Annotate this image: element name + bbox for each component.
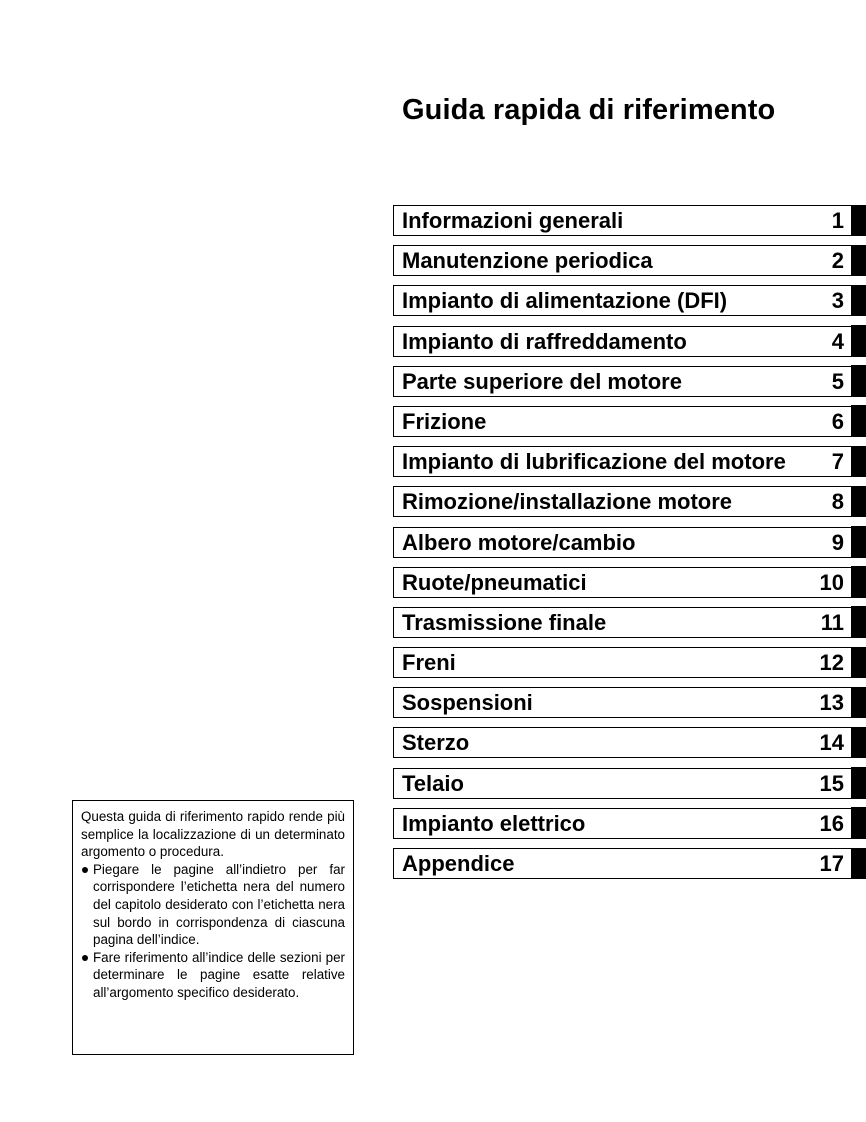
chapter-entry-9[interactable]: [393, 527, 866, 558]
bullet-icon: [82, 867, 88, 873]
chapter-label: Rimozione/installazione motore: [402, 489, 733, 515]
chapter-tab-marker[interactable]: [851, 405, 866, 436]
chapter-tab-marker[interactable]: [851, 807, 866, 838]
chapter-number: 7: [831, 449, 844, 475]
chapter-tab-marker[interactable]: [851, 687, 866, 718]
chapter-label: Ruote/pneumatici: [402, 569, 587, 595]
chapter-entry-5[interactable]: [393, 366, 866, 397]
chapter-label: Appendice: [402, 851, 515, 876]
chapter-entry-11[interactable]: [393, 607, 866, 638]
chapter-label: Impianto di raffreddamento: [402, 328, 687, 354]
chapter-number: 4: [831, 328, 844, 354]
chapter-label: Parte superiore del motore: [402, 368, 682, 394]
chapter-number: 17: [819, 851, 844, 876]
chapter-number: 16: [819, 810, 844, 836]
info-box: [72, 800, 354, 1055]
chapter-tab-marker[interactable]: [851, 365, 866, 396]
chapter-label: Sterzo: [402, 730, 470, 756]
chapter-tab-marker[interactable]: [851, 526, 866, 557]
chapter-number: 13: [819, 690, 844, 716]
chapter-tab-marker[interactable]: [851, 647, 866, 678]
chapter-number: 15: [819, 770, 844, 796]
chapter-entry-3[interactable]: [393, 285, 866, 316]
chapter-entry-10[interactable]: [393, 567, 866, 598]
chapter-tab-marker[interactable]: [851, 446, 866, 477]
chapter-number: 11: [820, 609, 844, 635]
chapter-tab-marker[interactable]: [851, 205, 866, 236]
chapter-number: 1: [831, 208, 844, 233]
chapter-tab-marker[interactable]: [851, 285, 866, 316]
info-bullet: [81, 949, 345, 1002]
chapter-entry-14[interactable]: [393, 727, 866, 758]
chapter-tab-marker[interactable]: [851, 486, 866, 517]
chapter-number: 10: [819, 569, 844, 595]
chapter-label: Impianto di lubrificazione del motore: [402, 449, 786, 475]
chapter-tab-marker[interactable]: [851, 245, 866, 276]
chapter-entry-17[interactable]: [393, 848, 866, 879]
chapter-tab-marker[interactable]: [851, 727, 866, 758]
chapter-label: Freni: [402, 650, 456, 676]
chapter-label: Manutenzione periodica: [402, 248, 653, 274]
chapter-tab-marker[interactable]: [851, 325, 866, 356]
chapter-number: 5: [831, 368, 844, 394]
chapter-entry-12[interactable]: [393, 647, 866, 678]
chapter-entry-8[interactable]: [393, 486, 866, 517]
chapter-tab-marker[interactable]: [851, 767, 866, 798]
chapter-label: Informazioni generali: [402, 208, 624, 233]
chapter-label: Telaio: [402, 770, 464, 796]
info-bullet-list: [81, 861, 345, 1002]
info-bullet-text: Fare riferimento all’indice delle sezioni per determinare le pagine esatte relative all’argomento specifico desiderato.: [93, 949, 345, 1000]
chapter-number: 2: [831, 248, 844, 274]
chapter-number: 6: [831, 408, 844, 434]
chapter-number: 3: [831, 288, 844, 314]
chapter-label: Impianto di alimentazione (DFI): [402, 288, 728, 314]
chapter-entry-6[interactable]: [393, 406, 866, 437]
info-bullet: [81, 861, 345, 949]
chapter-number: 9: [831, 529, 844, 555]
chapter-number: 14: [819, 730, 844, 756]
chapter-label: Impianto elettrico: [402, 810, 586, 836]
chapter-tab-marker[interactable]: [851, 606, 866, 637]
chapter-entry-1[interactable]: [393, 205, 866, 236]
chapter-label: Albero motore/cambio: [402, 529, 636, 555]
info-bullet-text: Piegare le pagine all’indietro per far corrispondere l’etichetta nera del numero del capitolo desiderato con l’etichetta nera sul bordo in corrispondenza di ciascuna pagina dell’indice.: [93, 861, 345, 948]
chapter-entry-7[interactable]: [393, 446, 866, 477]
chapter-entry-16[interactable]: [393, 808, 866, 839]
chapter-entry-13[interactable]: [393, 687, 866, 718]
chapter-entry-2[interactable]: [393, 245, 866, 276]
page-title: Guida rapida di riferimento: [402, 94, 776, 126]
chapter-entry-15[interactable]: [393, 768, 866, 799]
chapter-label: Sospensioni: [402, 690, 533, 716]
chapter-number: 8: [831, 489, 844, 515]
chapter-tab-marker[interactable]: [851, 848, 866, 879]
chapter-index: [393, 205, 866, 888]
chapter-entry-4[interactable]: [393, 326, 866, 357]
chapter-tab-marker[interactable]: [851, 566, 866, 597]
chapter-number: 12: [819, 650, 844, 676]
info-intro: Questa guida di riferimento rapido rende più semplice la localizzazione di un determinato argomento o procedura.: [81, 809, 345, 860]
chapter-label: Frizione: [402, 408, 487, 434]
bullet-icon: [82, 955, 88, 961]
chapter-label: Trasmissione finale: [402, 609, 607, 635]
